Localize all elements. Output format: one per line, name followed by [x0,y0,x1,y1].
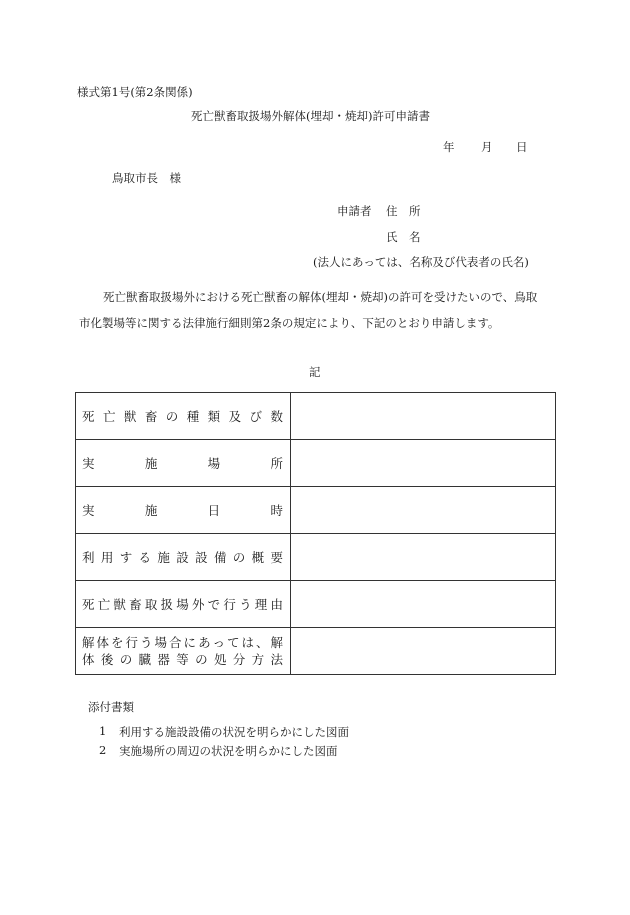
label-disposal-line-1: 解体を行う場合にあっては、解 [82,635,284,650]
applicant-label: 申請者 [337,204,372,218]
name-label: 氏 名 [386,230,421,244]
table-label-cell [76,393,291,440]
table-row [76,393,556,440]
table-label-cell [76,581,291,628]
table-label-cell [76,628,291,675]
table-row [76,628,556,675]
input-datetime[interactable] [291,487,556,534]
attachments-heading: 添付書類 [88,700,134,714]
ki-heading: 記 [309,365,321,379]
body-text-line-1: 死亡獣畜取扱場外における死亡獣畜の解体(埋却・焼却)の許可を受けたいので、鳥取 [103,290,538,304]
label-facility-overview: 利用する施設設備の概要 [82,549,284,565]
corporation-note: (法人にあっては、名称及び代表者の氏名) [313,255,529,269]
input-animal-type-count[interactable] [291,393,556,440]
table-row [76,534,556,581]
label-reason: 死亡獣畜取扱場外で行う理由 [82,596,284,612]
label-animal-type-count: 死亡獣畜の種類及び数 [82,408,284,424]
attachment-number: 1 [99,724,107,738]
form-number: 様式第1号(第2条関係) [77,85,193,99]
body-text-line-2: 市化製場等に関する法律施行細則第2条の規定により、下記のとおり申請します。 [79,316,500,330]
attachment-number: 2 [99,743,107,757]
addressee: 鳥取市長 様 [112,171,181,185]
label-datetime: 実施日時 [82,502,284,518]
input-facility-overview[interactable] [291,534,556,581]
attachment-text: 実施場所の周辺の状況を明らかにした図面 [119,744,338,758]
attachment-text: 利用する施設設備の状況を明らかにした図面 [119,725,349,739]
input-disposal-method[interactable] [291,628,556,675]
table-label-cell [76,534,291,581]
table-row [76,487,556,534]
date-year: 年 [443,140,455,154]
date-day: 日 [516,140,528,154]
date-month: 月 [481,140,493,154]
address-label: 住 所 [386,204,421,218]
table-row [76,440,556,487]
table-label-cell [76,487,291,534]
label-disposal-line-2: 体後の臓器等の処分方法 [82,652,284,667]
input-reason[interactable] [291,581,556,628]
input-location[interactable] [291,440,556,487]
table-label-cell [76,440,291,487]
table-row [76,581,556,628]
document-title: 死亡獣畜取扱場外解体(埋却・焼却)許可申請書 [191,109,430,123]
label-location: 実施場所 [82,455,284,471]
application-table [75,392,556,675]
